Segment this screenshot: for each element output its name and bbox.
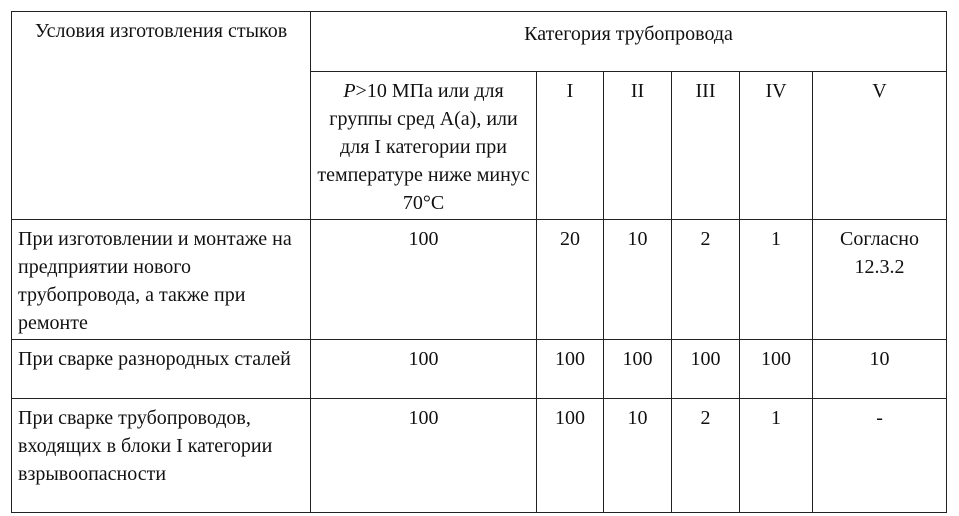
header-category-i: I bbox=[537, 72, 604, 220]
header-category-group: Категория трубопровода bbox=[311, 12, 947, 72]
pressure-symbol: P bbox=[343, 80, 356, 102]
header-row-1 bbox=[12, 12, 947, 72]
table-cell: 20 bbox=[537, 220, 604, 340]
table-cell: 10 bbox=[604, 220, 672, 340]
table-row bbox=[12, 399, 947, 513]
table-cell: 100 bbox=[311, 220, 537, 340]
header-first-category-col bbox=[311, 72, 537, 220]
table-cell: 1 bbox=[740, 220, 813, 340]
table-row bbox=[12, 220, 947, 340]
table-cell: 100 bbox=[672, 340, 740, 399]
table-cell: 1 bbox=[740, 399, 813, 513]
header-category-ii: II bbox=[604, 72, 672, 220]
row-condition: При изготовлении и монтаже на предприятии нового трубопровода, а также при ремонте bbox=[12, 220, 311, 340]
table-cell: 2 bbox=[672, 220, 740, 340]
table-cell: 100 bbox=[604, 340, 672, 399]
row-condition: При сварке разнородных сталей bbox=[12, 340, 311, 399]
table-cell: 2 bbox=[672, 399, 740, 513]
header-conditions: Условия изготовления стыков bbox=[12, 12, 311, 220]
table-cell: Согласно 12.3.2 bbox=[813, 220, 947, 340]
table-cell: 100 bbox=[311, 399, 537, 513]
table-cell: 100 bbox=[311, 340, 537, 399]
table-cell: - bbox=[813, 399, 947, 513]
table-cell: 10 bbox=[604, 399, 672, 513]
header-category-iv: IV bbox=[740, 72, 813, 220]
table-row bbox=[12, 340, 947, 399]
table-cell: 100 bbox=[740, 340, 813, 399]
row-condition: При сварке трубопроводов, входящих в блоки I категории взрывоопасности bbox=[12, 399, 311, 513]
weld-inspection-table bbox=[11, 11, 947, 513]
table-cell: 10 bbox=[813, 340, 947, 399]
header-first-category-text: >10 МПа или для группы сред А(а), или для I категории при температуре ниже минус 70°С bbox=[317, 80, 530, 214]
header-category-v: V bbox=[813, 72, 947, 220]
table-cell: 100 bbox=[537, 340, 604, 399]
table-cell: 100 bbox=[537, 399, 604, 513]
header-category-iii: III bbox=[672, 72, 740, 220]
